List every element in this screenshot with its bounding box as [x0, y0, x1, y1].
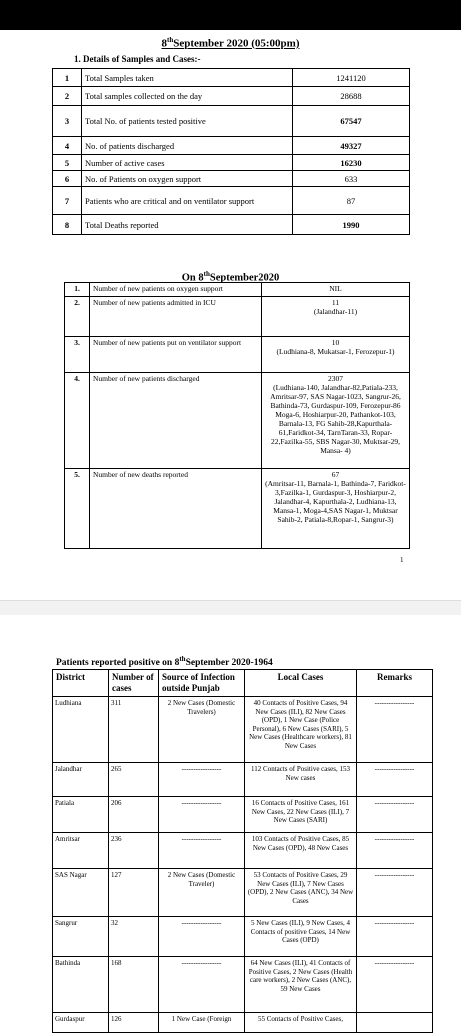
- summary-value: 633: [293, 171, 410, 187]
- district-remarks: -----------------: [357, 917, 433, 957]
- daily-row: [65, 283, 410, 297]
- summary-value: 16230: [293, 155, 410, 171]
- summary-row: [53, 69, 410, 87]
- district-cases: 126: [109, 1013, 159, 1033]
- daily-sn: 4.: [65, 373, 90, 469]
- summary-label: Number of active cases: [82, 155, 293, 171]
- district-name: Bathinda: [53, 957, 109, 1013]
- district-local: 53 Contacts of Positive Cases, 29 New Cases (ILI), 7 New Cases (OPD), 2 New Cases (ANC), 34 New Cases: [245, 869, 357, 917]
- summary-sn: 1: [53, 69, 82, 87]
- district-cases: 265: [109, 763, 159, 797]
- district-row: [53, 833, 433, 869]
- district-local: 40 Contacts of Positive Cases, 94 New Cases (ILI), 82 New Cases (OPD), 1 New Case (Police Personal), 6 New Cases (SARI), 5 New Cases (Healthcare workers), 81 New Cases: [245, 697, 357, 763]
- district-source: -----------------: [159, 763, 245, 797]
- district-row: [53, 697, 433, 763]
- district-name: Amritsar: [53, 833, 109, 869]
- daily-question: Number of new patients discharged: [90, 373, 262, 469]
- district-name: Patiala: [53, 797, 109, 833]
- column-header: Remarks: [357, 670, 433, 697]
- district-cases: 32: [109, 917, 159, 957]
- district-remarks: -----------------: [357, 869, 433, 917]
- summary-value: 1990: [293, 215, 410, 235]
- district-local: 103 Contacts of Positive Cases, 85 New Cases (OPD), 48 New Cases: [245, 833, 357, 869]
- column-header: Local Cases: [245, 670, 357, 697]
- summary-sn: 4: [53, 137, 82, 155]
- summary-sn: 5: [53, 155, 82, 171]
- district-row: [53, 957, 433, 1013]
- daily-answer: 10 (Ludhiana-8, Mukatsar-1, Ferozepur-1): [262, 337, 410, 373]
- summary-label: Patients who are critical and on ventilator support: [82, 187, 293, 215]
- daily-question: Number of new patients admitted in ICU: [90, 297, 262, 337]
- summary-row: [53, 106, 410, 137]
- district-remarks: -----------------: [357, 797, 433, 833]
- daily-row: [65, 297, 410, 337]
- daily-answer: NIL: [262, 283, 410, 297]
- daily-heading: On 8thSeptember2020: [181, 270, 280, 284]
- district-row: [53, 869, 433, 917]
- summary-row: [53, 155, 410, 171]
- column-header: Number of cases: [109, 670, 159, 697]
- district-remarks: [357, 1013, 433, 1033]
- daily-answer: 67 (Amritsar-11, Barnala-1, Bathinda-7, Faridkot-3,Fazilka-1, Gurdaspur-3, Hoshiarpur-2, Jalandhar-4, Kapurthala-2, Ludhiana-13, Mansa-1, Moga-4,SAS Nagar-1, Muktsar Sahib-2, Patiala-8,Ropar-1, Sangrur-3): [262, 469, 410, 549]
- district-name: Gurdaspur: [53, 1013, 109, 1033]
- district-local: 55 Contacts of Positive Cases,: [245, 1013, 357, 1033]
- summary-row: [53, 171, 410, 187]
- page-number: 1: [400, 556, 404, 564]
- summary-value: 28688: [293, 87, 410, 106]
- district-cases: 206: [109, 797, 159, 833]
- summary-row: [53, 87, 410, 106]
- district-local: 112 Contacts of Positive cases, 153 New cases: [245, 763, 357, 797]
- summary-table: [52, 68, 410, 235]
- district-table: [52, 669, 433, 1033]
- summary-sn: 7: [53, 187, 82, 215]
- column-header: Source of Infection outside Punjab: [159, 670, 245, 697]
- summary-label: Total Samples taken: [82, 69, 293, 87]
- district-cases: 127: [109, 869, 159, 917]
- district-source: 1 New Case (Foreign: [159, 1013, 245, 1033]
- daily-question: Number of new patients on oxygen support: [90, 283, 262, 297]
- summary-value: 49327: [293, 137, 410, 155]
- daily-row: [65, 373, 410, 469]
- district-local: 64 New Cases (ILI), 41 Contacts of Positive Cases, 2 New Cases (Health care workers), 2 New Cases (ANC), 59 New Cases: [245, 957, 357, 1013]
- document-page-1: [0, 30, 461, 600]
- district-remarks: -----------------: [357, 697, 433, 763]
- district-name: Ludhiana: [53, 697, 109, 763]
- district-remarks: -----------------: [357, 957, 433, 1013]
- daily-table: [64, 282, 410, 549]
- column-header: District: [53, 670, 109, 697]
- daily-row: [65, 469, 410, 549]
- daily-sn: 1.: [65, 283, 90, 297]
- district-local: 5 New Cases (ILI), 9 New Cases, 4 Contacts of positive Cases, 14 New Cases (OPD): [245, 917, 357, 957]
- district-source: -----------------: [159, 797, 245, 833]
- daily-question: Number of new deaths reported: [90, 469, 262, 549]
- summary-row: [53, 137, 410, 155]
- district-cases: 168: [109, 957, 159, 1013]
- summary-value: 67547: [293, 106, 410, 137]
- summary-label: Total samples collected on the day: [82, 87, 293, 106]
- summary-row: [53, 215, 410, 235]
- district-table-title: Patients reported positive on 8thSeptember 2020-1964: [56, 655, 273, 669]
- daily-question: Number of new patients put on ventilator support: [90, 337, 262, 373]
- district-local: 16 Contacts of Positive Cases, 161 New Cases, 22 New Cases (ILI), 7 New Cases (SARI): [245, 797, 357, 833]
- summary-sn: 2: [53, 87, 82, 106]
- summary-label: No. of Patients on oxygen support: [82, 171, 293, 187]
- summary-label: Total No. of patients tested positive: [82, 106, 293, 137]
- district-remarks: -----------------: [357, 833, 433, 869]
- district-source: -----------------: [159, 917, 245, 957]
- summary-value: 1241120: [293, 69, 410, 87]
- district-cases: 236: [109, 833, 159, 869]
- daily-answer: 11 (Jalandhar-11): [262, 297, 410, 337]
- summary-sn: 6: [53, 171, 82, 187]
- document-page-2: [0, 615, 461, 1024]
- district-name: Sangrur: [53, 917, 109, 957]
- section-heading: 1. Details of Samples and Cases:-: [74, 54, 201, 64]
- summary-row: [53, 187, 410, 215]
- daily-sn: 3.: [65, 337, 90, 373]
- district-row: [53, 797, 433, 833]
- summary-value: 87: [293, 187, 410, 215]
- daily-answer: 2307 (Ludhiana-140, Jalandhar-82,Patiala-233, Amritsar-97, SAS Nagar-1023, Sangrur-26, Bathinda-73, Gurdaspur-109, Ferozepur-86 Moga-6, Hoshiarpur-20, Pathankot-103, Barnala-13, FG Sahib-28,Kapurthala-61,Faridkot-34, TarnTaran-33, Ropar-22,Fazilka-55, SBS Nagar-30, Muktsar-29, Mansa- 4): [262, 373, 410, 469]
- district-name: SAS Nagar: [53, 869, 109, 917]
- district-source: -----------------: [159, 833, 245, 869]
- page-title: 8thSeptember 2020 (05:00pm): [161, 36, 300, 50]
- summary-label: Total Deaths reported: [82, 215, 293, 235]
- top-black-bar: [0, 0, 461, 30]
- summary-sn: 3: [53, 106, 82, 137]
- summary-sn: 8: [53, 215, 82, 235]
- daily-sn: 2.: [65, 297, 90, 337]
- district-source: -----------------: [159, 957, 245, 1013]
- district-row: [53, 763, 433, 797]
- district-row: [53, 917, 433, 957]
- district-remarks: -----------------: [357, 763, 433, 797]
- daily-sn: 5.: [65, 469, 90, 549]
- district-name: Jalandhar: [53, 763, 109, 797]
- daily-row: [65, 337, 410, 373]
- district-row: [53, 1013, 433, 1033]
- district-source: 2 New Cases (Domestic Traveler): [159, 869, 245, 917]
- district-source: 2 New Cases (Domestic Travelers): [159, 697, 245, 763]
- summary-label: No. of patients discharged: [82, 137, 293, 155]
- district-cases: 311: [109, 697, 159, 763]
- page-separator: [0, 600, 461, 616]
